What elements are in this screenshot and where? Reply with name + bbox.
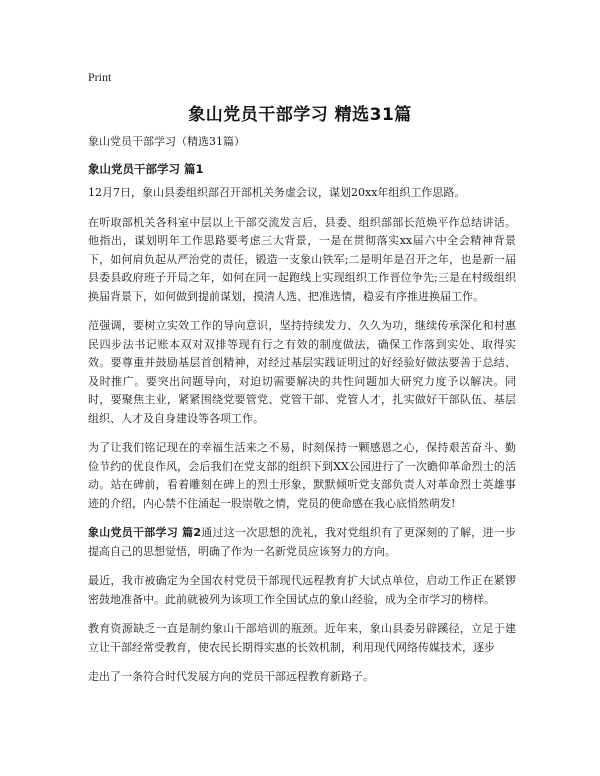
paragraph: 走出了一条符合时代发展方向的党员干部远程教育新路子。 [88, 670, 374, 683]
paragraph: 为了让我们铭记现在的幸福生活来之不易，时刻保持一颗感恩之心，保持艰苦奋斗、勤俭节约的优良作风，会后我们在党支部的组织下到XX公园进行了一次瞻仰革命烈士的活动。站在碑前，看着雕刻在碑上的烈士形象，默默倾听党支部负责人对革命烈士英雄事迹的介绍，内心禁不住涌起一股崇敬之情，党员的使命感在我心底悄然萌发! [88, 441, 516, 510]
paragraph: 范强调，要树立实效工作的导向意识，坚持持续发力、久久为功，继续传承深化和村惠民四步法书记账本双对双排等现有行之有效的制度做法，确保工作落到实处、取得实效。要尊重并鼓励基层首创精神，对经过基层实践证明过的好经验好做法要善于总结、及时推广。要突出问题导向，对迫切需要解决的共性问题加大研究力度予以解决。同时，要聚焦主业，紧紧围绕党要管党、党管干部、党管人才，扎实做好干部队伍、基层组织、人才及自身建设等各项工作。 [88, 319, 516, 425]
paragraph: 最近，我市被确定为全国农村党员干部现代远程教育扩大试点单位，启动工作正在紧锣密鼓地准备中。此前就被列为该项工作全国试点的象山经验，成为全市学习的榜样。 [88, 574, 516, 606]
paragraph: 12月7日，象山县委组织部召开部机关务虚会议，谋划20xx年组织工作思路。 [88, 186, 466, 199]
print-label[interactable]: Print [88, 70, 112, 84]
paragraph: 教育资源缺乏一直是制约象山干部培训的瓶颈。近年来，象山县委另辟蹊径，立足于建立让干部经常受教育，使农民长期得实惠的长效机制，利用现代网络传媒技术，逐步 [88, 622, 516, 654]
article-subtitle: 象山党员干部学习（精选31篇） [88, 135, 245, 148]
paragraph: 在听取部机关各科室中层以上干部交流发言后，县委、组织部部长范焕平作总结讲话。他指出，谋划明年工作思路要考虑三大背景，一是在贯彻落实xx届六中全会精神背景下，如何肩负起从严治党的责任，锻造一支象山铁军;二是明年是召开之年，也是新一届县委县政府班子开局之年，如何在同一起跑线上实现组织工作晋位争先;三是在村级组织换届背景下，如何做到提前谋划，摸清人选、把准选情，稳妥有序推进换届工作。 [88, 215, 517, 303]
section-heading-2: 象山党员干部学习 篇2 [88, 526, 201, 539]
section-2-paragraph [88, 524, 516, 561]
article-body [88, 133, 516, 698]
section-2-text: 通过这一次思想的洗礼，我对党组织有了更深刻的了解，进一步提高自己的思想觉悟，明确了作为一名新党员应该努力的方向。 [88, 526, 517, 558]
document-title: 象山党员干部学习 精选31篇 [188, 105, 412, 125]
section-heading-1: 象山党员干部学习 篇1 [88, 161, 204, 176]
